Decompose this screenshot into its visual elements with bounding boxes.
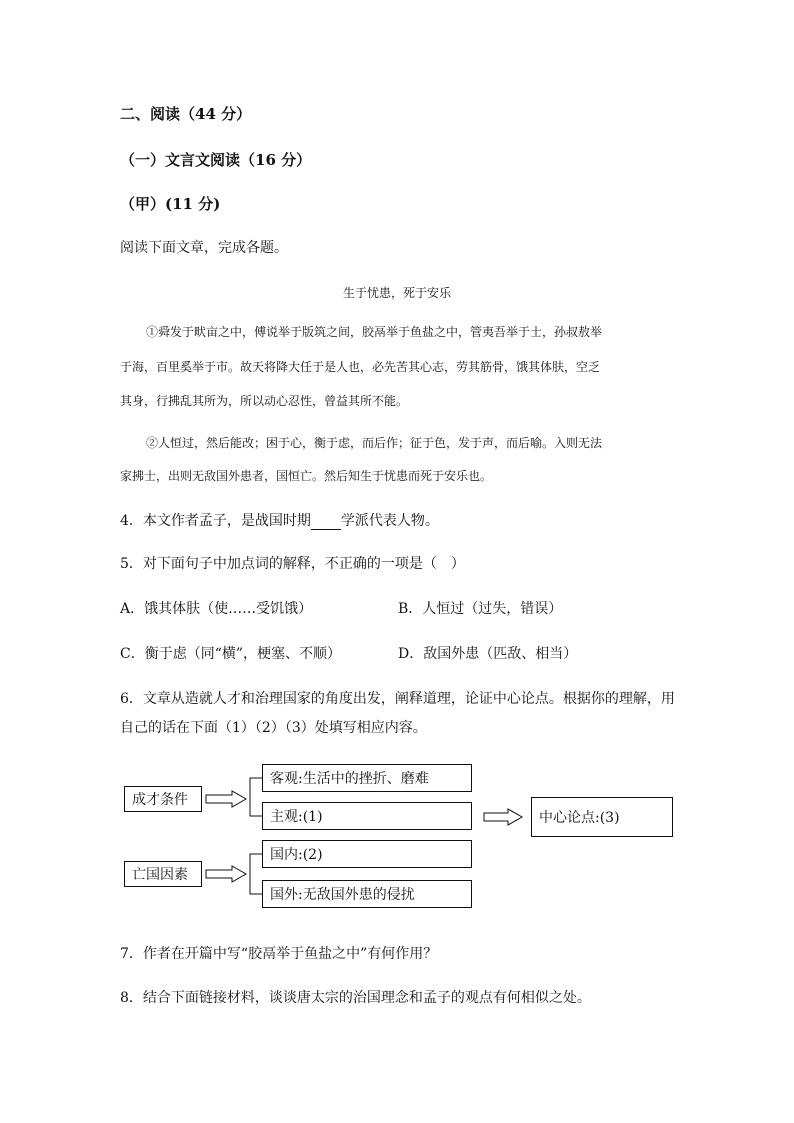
instruction: 阅读下面文章，完成各题。 — [120, 240, 288, 256]
option-a: A．饿其体肤（使……受饥饿） — [120, 601, 313, 617]
question-4 — [120, 510, 439, 530]
box-objective: 客观:生活中的挫折、磨难 — [262, 764, 472, 792]
question-8: 8．结合下面链接材料，谈谈唐太宗的治国理念和孟子的观点有何相似之处。 — [120, 990, 591, 1006]
passage-p1-line1: ①舜发于畎亩之中，傅说举于版筑之间，胶鬲举于鱼盐之中，管夷吾举于士，孙叔敖举 — [146, 325, 603, 339]
box-subjective: 主观:(1) — [262, 802, 472, 830]
box-domestic: 国内:(2) — [262, 840, 472, 868]
question-6-line1: 6．文章从造就人才和治理国家的角度出发，阐释道理，论证中心论点。根据你的理解，用 — [120, 691, 675, 707]
question-4-text-before: 4．本文作者孟子，是战国时期 — [120, 513, 311, 529]
passage-p2-line1: ②人恒过，然后能改；困于心，衡于虑，而后作；征于色，发于声，而后喻。入则无法 — [146, 436, 603, 450]
question-6-line2: 自己的话在下面（1）（2）（3）处填写相应内容。 — [120, 720, 427, 736]
option-d: D．敌国外患（匹敌、相当） — [398, 646, 578, 662]
section-heading: 二、阅读（44 分） — [120, 105, 252, 123]
option-c: C．衡于虑（同“横”，梗塞、不顺） — [120, 646, 342, 662]
passage-p2-line2: 家拂士，出则无敌国外患者，国恒亡。然后知生于忧患而死于安乐也。 — [120, 469, 493, 483]
question-4-text-after: 学派代表人物。 — [340, 513, 439, 529]
box-success-conditions: 成才条件 — [124, 786, 202, 812]
arrow-right-icon — [484, 809, 522, 825]
answer-blank[interactable] — [311, 515, 341, 530]
subsection-heading: （一）文言文阅读（16 分） — [120, 151, 312, 169]
arrow-right-icon — [206, 866, 246, 882]
bracket-lower — [250, 854, 262, 894]
bracket-upper — [250, 778, 262, 816]
box-foreign: 国外:无敌国外患的侵扰 — [262, 880, 472, 908]
box-central-thesis: 中心论点:(3) — [531, 797, 673, 837]
box-ruin-factors: 亡国因素 — [124, 861, 202, 887]
arrow-right-icon — [206, 791, 246, 807]
part-heading: （甲）(11 分) — [120, 195, 221, 213]
passage-p1-line2: 于海，百里奚举于市。故天将降大任于是人也，必先苦其心志，劳其筋骨，饿其体肤，空乏 — [120, 360, 601, 374]
passage-p1-line3: 其身，行拂乱其所为，所以动心忍性，曾益其所不能。 — [120, 394, 409, 408]
question-7: 7．作者在开篇中写“胶鬲举于鱼盐之中”有何作用？ — [120, 946, 438, 962]
option-b: B．人恒过（过失，错误） — [398, 601, 563, 617]
question-5: 5．对下面句子中加点词的解释，不正确的一项是（ ） — [120, 556, 465, 572]
passage-title: 生于忧患，死于安乐 — [342, 286, 451, 300]
